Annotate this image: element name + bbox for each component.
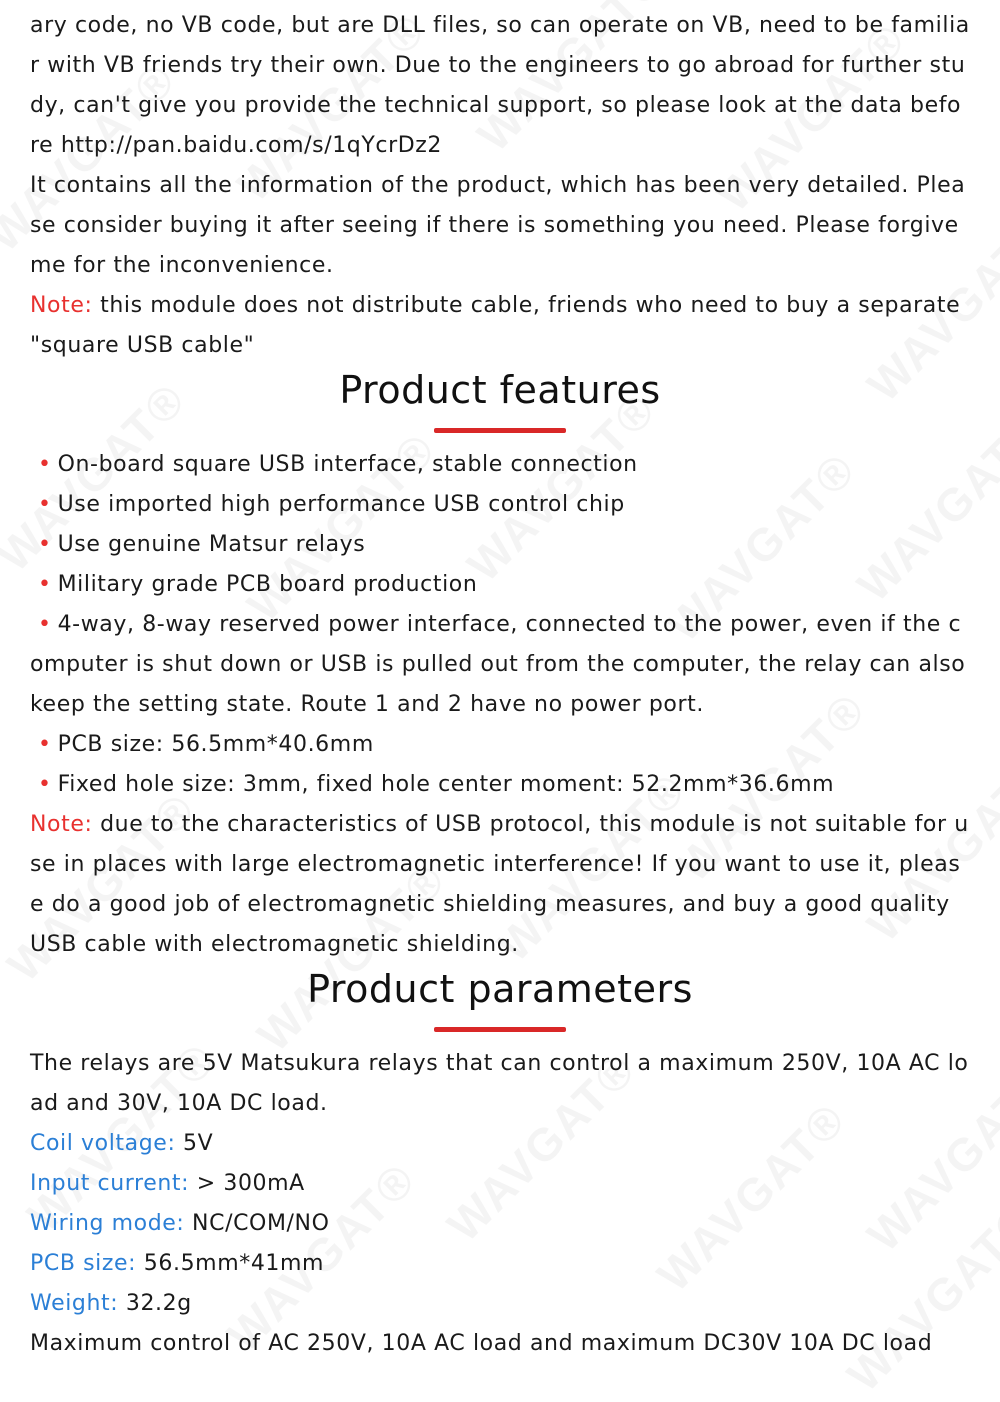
- note-label: Note:: [30, 293, 93, 318]
- note-label: Note:: [30, 812, 93, 837]
- feature-text: PCB size: 56.5mm*40.6mm: [57, 732, 374, 757]
- feature-item: [30, 605, 970, 725]
- features-heading: Product features: [339, 368, 661, 412]
- feature-text: Use genuine Matsur relays: [57, 532, 366, 557]
- bullet-icon: •: [38, 572, 52, 597]
- intro-section: [30, 0, 970, 366]
- spec-value: 32.2g: [118, 1291, 192, 1316]
- feature-text: Fixed hole size: 3mm, fixed hole center moment: 52.2mm*36.6mm: [57, 772, 835, 797]
- feature-text: 4-way, 8-way reserved power interface, connected to the power, even if the computer is shut down or USB is pulled out from the computer, the relay can also keep the setting state. Route 1 and 2 have no power port.: [30, 612, 966, 717]
- feature-item: [30, 485, 970, 525]
- bullet-icon: •: [38, 532, 52, 557]
- features-note: [30, 805, 970, 965]
- intro-note: [30, 286, 970, 366]
- spec-row: [30, 1284, 970, 1324]
- feature-text: Use imported high performance USB control chip: [57, 492, 625, 517]
- heading-underline: [434, 428, 566, 433]
- heading-underline: [434, 1027, 566, 1032]
- spec-row: [30, 1204, 970, 1244]
- note-text: this module does not distribute cable, friends who need to buy a separate "square USB cable": [30, 293, 961, 358]
- spec-label: Coil voltage:: [30, 1131, 176, 1156]
- feature-item: [30, 765, 970, 805]
- bullet-icon: •: [38, 732, 52, 757]
- feature-text: On-board square USB interface, stable connection: [57, 452, 638, 477]
- spec-row: [30, 1164, 970, 1204]
- feature-text: Military grade PCB board production: [57, 572, 478, 597]
- parameters-description: The relays are 5V Matsukura relays that can control a maximum 250V, 10A AC load and 30V, 10A DC load.: [30, 1051, 969, 1116]
- feature-item: [30, 525, 970, 565]
- feature-item: [30, 565, 970, 605]
- spec-row: [30, 1124, 970, 1164]
- spec-row: [30, 1244, 970, 1284]
- bullet-icon: •: [38, 612, 52, 637]
- bullet-icon: •: [38, 492, 52, 517]
- parameters-heading: Product parameters: [307, 967, 693, 1011]
- bullet-icon: •: [38, 452, 52, 477]
- intro-paragraph: It contains all the information of the product, which has been very detailed. Please consider buying it after seeing if there is something you need. Please forgive me for the inconvenience.: [30, 173, 966, 278]
- note-text: due to the characteristics of USB protocol, this module is not suitable for use in places with large electromagnetic interference! If you want to use it, please do a good job of electromagnetic shielding measures, and buy a good quality USB cable with electromagnetic shielding.: [30, 812, 969, 957]
- spec-label: Wiring mode:: [30, 1211, 185, 1236]
- parameters-list: [30, 1044, 970, 1364]
- spec-value: > 300mA: [189, 1171, 305, 1196]
- spec-value: 56.5mm*41mm: [136, 1251, 325, 1276]
- feature-item: [30, 725, 970, 765]
- spec-value: NC/COM/NO: [184, 1211, 330, 1236]
- feature-item: [30, 445, 970, 485]
- spec-label: Input current:: [30, 1171, 190, 1196]
- intro-paragraph: ary code, no VB code, but are DLL files, so can operate on VB, need to be familiar with VB friends try their own. Due to the engineers to go abroad for further study, can't give you provide the technical support, so please look at the data before http://pan.baidu.com/s/1qYcrDz2: [30, 13, 970, 158]
- parameters-footer: Maximum control of AC 250V, 10A AC load and maximum DC30V 10A DC load: [30, 1331, 933, 1356]
- spec-label: Weight:: [30, 1291, 119, 1316]
- spec-value: 5V: [175, 1131, 214, 1156]
- features-list: [30, 445, 970, 965]
- bullet-icon: •: [38, 772, 52, 797]
- spec-label: PCB size:: [30, 1251, 137, 1276]
